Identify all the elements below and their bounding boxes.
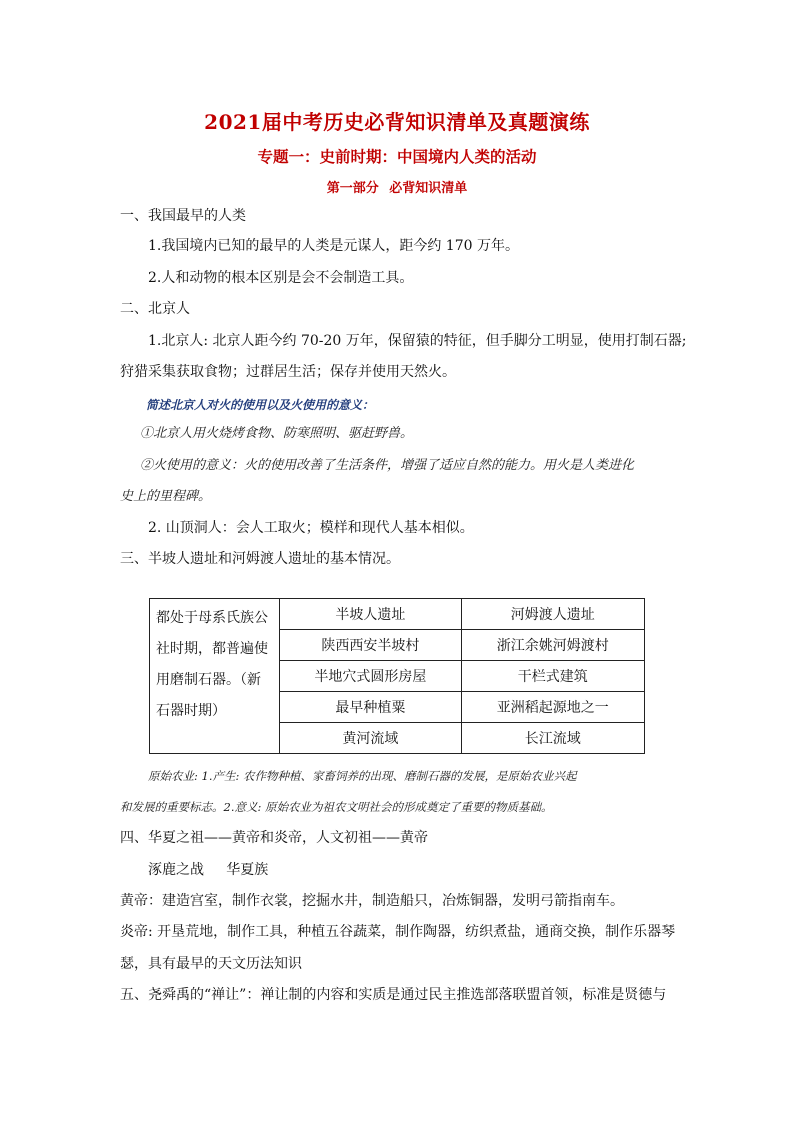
table-header-hemudu: 河姆渡人遗址 bbox=[461, 599, 644, 630]
section-2-item-1-line-1: 1.北京人: 北京人距今约 70-20 万年，保留猿的特征，但手脚分工明显，使用打制石器; bbox=[148, 333, 687, 349]
table-cell: 干栏式建筑 bbox=[461, 661, 644, 692]
section-1-item-1: 1.我国境内已知的最早的人类是元谋人，距今约 170 万年。 bbox=[148, 238, 519, 254]
section-2-heading: 二、北京人 bbox=[120, 301, 190, 317]
fire-note-point-2-line-1: ②火使用的意义：火的使用改善了生活条件，增强了适应自然的能力。用火是人类进化 bbox=[140, 458, 635, 473]
section-2-item-2: 2. 山顶洞人：会人工取火；模样和现代人基本相似。 bbox=[148, 520, 474, 536]
comparison-table bbox=[149, 598, 645, 754]
section-3-heading: 三、半坡人遗址和河姆渡人遗址的基本情况。 bbox=[120, 551, 400, 567]
section-4-subline: 涿鹿之战 华夏族 bbox=[148, 862, 269, 878]
table-shared-features-cell: 都处于母系氏族公社时期，都普遍使用磨制石器。（新石器时期） bbox=[150, 599, 280, 754]
yandi-achievements-line-1: 炎帝: 开垦荒地，制作工具，种植五谷蔬菜，制作陶器，纺织煮盐，通商交换，制作乐器琴 bbox=[120, 924, 676, 940]
huangdi-achievements: 黄帝：建造宫室，制作衣裳，挖掘水井，制造船只，冶炼铜器，发明弓箭指南车。 bbox=[120, 893, 624, 909]
agriculture-note-line-1: 原始农业: 1.产生: 农作物种植、家畜饲养的出现、磨制石器的发展，是原始农业兴起 bbox=[148, 769, 577, 783]
part-heading: 第一部分 必背知识清单 bbox=[326, 181, 468, 196]
section-4-heading: 四、华夏之祖——黄帝和炎帝，人文初祖——黄帝 bbox=[120, 830, 428, 846]
table-header-banpo: 半坡人遗址 bbox=[280, 599, 461, 630]
table-cell: 长江流域 bbox=[461, 723, 644, 754]
fire-note-point-2-line-2: 史上的里程碑。 bbox=[120, 489, 212, 504]
document-title: 2021届中考历史必背知识清单及真题演练 bbox=[204, 110, 590, 134]
table-cell: 最早种植粟 bbox=[280, 692, 461, 723]
table-cell: 半地穴式圆形房屋 bbox=[280, 661, 461, 692]
table-cell: 浙江余姚河姆渡村 bbox=[461, 630, 644, 661]
section-1-heading: 一、我国最早的人类 bbox=[120, 208, 246, 224]
agriculture-note-line-2: 和发展的重要标志。2.意义: 原始农业为祖农文明社会的形成奠定了重要的物质基础。 bbox=[120, 800, 553, 814]
topic-subtitle: 专题一：史前时期：中国境内人类的活动 bbox=[257, 147, 537, 166]
yandi-achievements-line-2: 瑟，具有最早的天文历法知识 bbox=[120, 956, 302, 972]
table-row bbox=[150, 599, 645, 630]
table-cell: 陕西西安半坡村 bbox=[280, 630, 461, 661]
section-1-item-2: 2.人和动物的根本区别是会不会制造工具。 bbox=[148, 270, 414, 286]
section-2-item-1-line-2: 狩猎采集获取食物；过群居生活；保存并使用天然火。 bbox=[120, 364, 456, 380]
table-cell: 亚洲稻起源地之一 bbox=[461, 692, 644, 723]
fire-note-heading: 简述北京人对火的使用以及火使用的意义： bbox=[146, 398, 375, 412]
section-5-line-1: 五、尧舜禹的“禅让”：禅让制的内容和实质是通过民主推选部落联盟首领，标准是贤德与 bbox=[120, 987, 667, 1003]
table-cell: 黄河流域 bbox=[280, 723, 461, 754]
fire-note-point-1: ①北京人用火烧烤食物、防寒照明、驱赶野兽。 bbox=[140, 426, 414, 441]
